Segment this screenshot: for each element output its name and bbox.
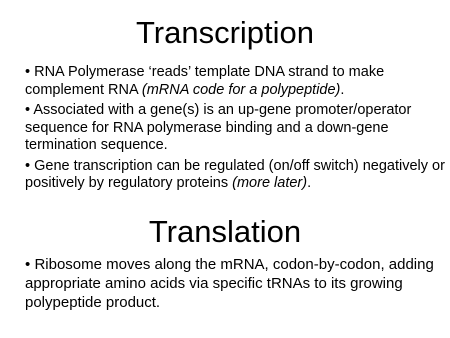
- bullet-promoter-operator: [25, 102, 445, 155]
- bullet-text: Gene transcription can be regulated (on/off switch) negatively or positively by regulatory proteins: [25, 157, 445, 191]
- bullet-ribosome: [25, 255, 445, 312]
- bullet-emphasis: (mRNA code for a polypeptide): [141, 81, 341, 98]
- bullet-emphasis: (more later): [232, 175, 308, 191]
- translation-title: Translation: [148, 214, 302, 249]
- bullet-rna-polymerase: [25, 64, 445, 99]
- bullet-tail: .: [340, 81, 345, 98]
- bullet-text: RNA Polymerase ‘reads’ template DNA strand to make complement RNA: [25, 64, 385, 98]
- bullet-marker: •: [25, 64, 31, 80]
- transcription-title: Transcription: [135, 15, 315, 50]
- bullet-marker: •: [25, 157, 31, 174]
- bullet-text: Ribosome moves along the mRNA, codon-by-codon, adding appropriate amino acids via specific tRNAs to its growing polypeptide product.: [25, 256, 434, 311]
- bullet-tail: .: [307, 175, 312, 191]
- translation-bullet-list: [25, 255, 445, 315]
- bullet-marker: •: [25, 102, 31, 118]
- bullet-text: Associated with a gene(s) is an up-gene promoter/operator sequence for RNA polymerase binding and a down-gene termination sequence.: [25, 102, 412, 153]
- transcription-bullet-list: [25, 64, 445, 196]
- bullet-marker: •: [25, 256, 31, 273]
- bullet-gene-regulation: [25, 158, 445, 193]
